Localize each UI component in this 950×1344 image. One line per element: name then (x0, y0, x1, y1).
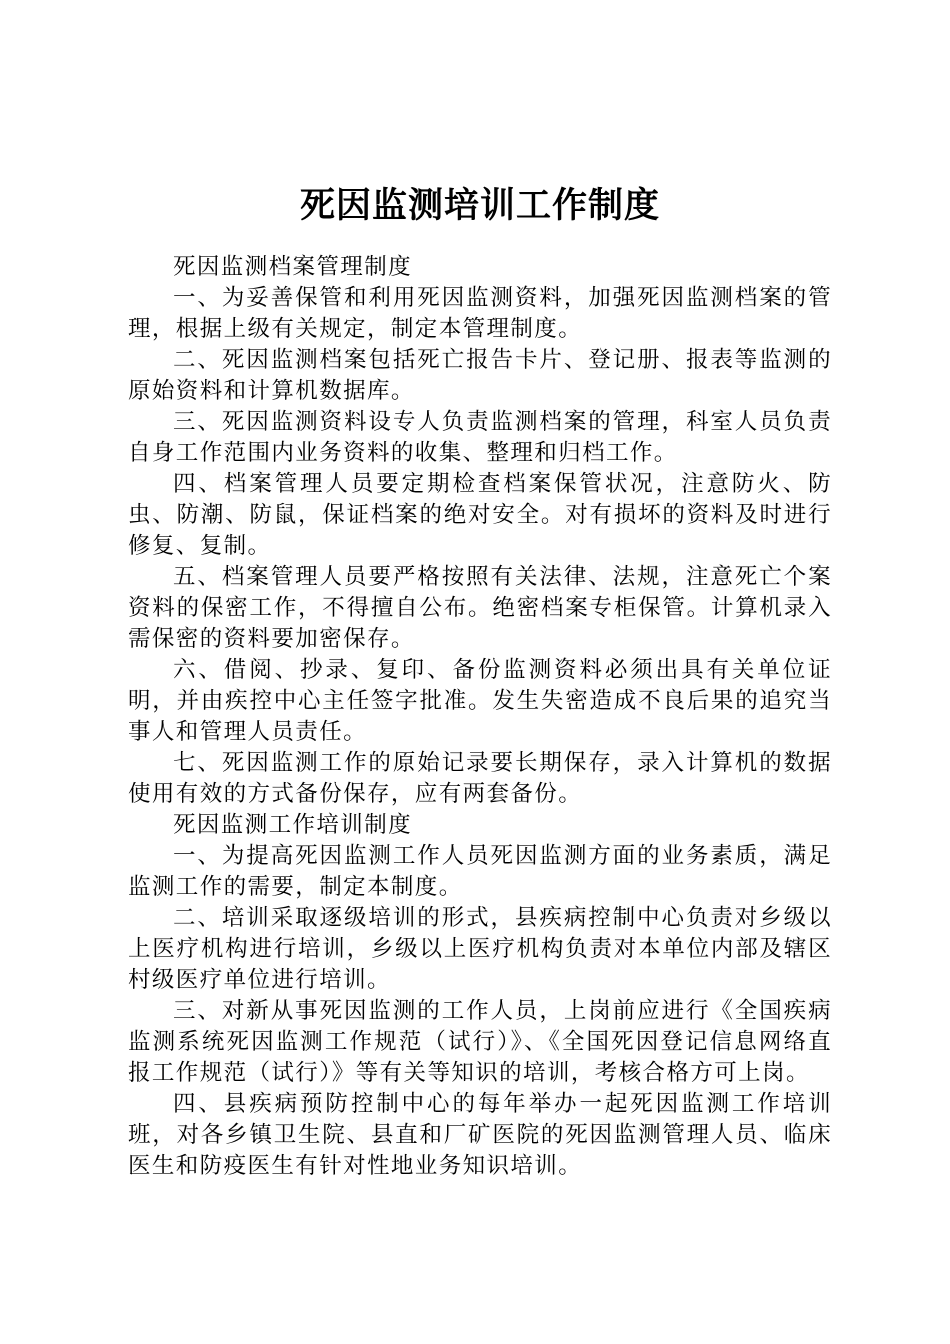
training-clause-1: 一、为提高死因监测工作人员死因监测方面的业务素质，满足监测工作的需要，制定本制度。 (128, 843, 832, 900)
document-title: 死因监测培训工作制度 (299, 185, 660, 226)
archive-clause-7: 七、死因监测工作的原始记录要长期保存，录入计算机的数据使用有效的方式备份保存，应有两套备份。 (128, 750, 832, 807)
archive-clause-6: 六、借阅、抄录、复印、备份监测资料必须出具有关单位证明，并由疾控中心主任签字批准。发生失密造成不良后果的追究当事人和管理人员责任。 (128, 657, 832, 745)
section-heading-archive: 死因监测档案管理制度 (173, 254, 413, 280)
archive-clause-5: 五、档案管理人员要严格按照有关法律、法规，注意死亡个案资料的保密工作，不得擅自公布。绝密档案专柜保管。计算机录入需保密的资料要加密保存。 (128, 564, 832, 652)
archive-clause-1: 一、为妥善保管和利用死因监测资料，加强死因监测档案的管理，根据上级有关规定，制定本管理制度。 (128, 285, 832, 342)
training-clause-3: 三、对新从事死因监测的工作人员，上岗前应进行《全国疾病监测系统死因监测工作规范（试行）》、《全国死因登记信息网络直报工作规范（试行）》等有关等知识的培训，考核合格方可上岗。 (128, 998, 832, 1086)
section-heading-training: 死因监测工作培训制度 (173, 812, 413, 838)
training-clause-2: 二、培训采取逐级培训的形式，县疾病控制中心负责对乡级以上医疗机构进行培训，乡级以上医疗机构负责对本单位内部及辖区村级医疗单位进行培训。 (128, 905, 832, 993)
document-body (128, 252, 832, 1182)
archive-clause-4: 四、档案管理人员要定期检查档案保管状况，注意防火、防虫、防潮、防鼠，保证档案的绝对安全。对有损坏的资料及时进行修复、复制。 (128, 471, 832, 559)
archive-clause-3: 三、死因监测资料设专人负责监测档案的管理，科室人员负责自身工作范围内业务资料的收集、整理和归档工作。 (128, 409, 832, 466)
archive-clause-2: 二、死因监测档案包括死亡报告卡片、登记册、报表等监测的原始资料和计算机数据库。 (128, 347, 832, 404)
training-clause-4: 四、县疾病预防控制中心的每年举办一起死因监测工作培训班，对各乡镇卫生院、县直和厂矿医院的死因监测管理人员、临床医生和防疫医生有针对性地业务知识培训。 (128, 1091, 832, 1179)
